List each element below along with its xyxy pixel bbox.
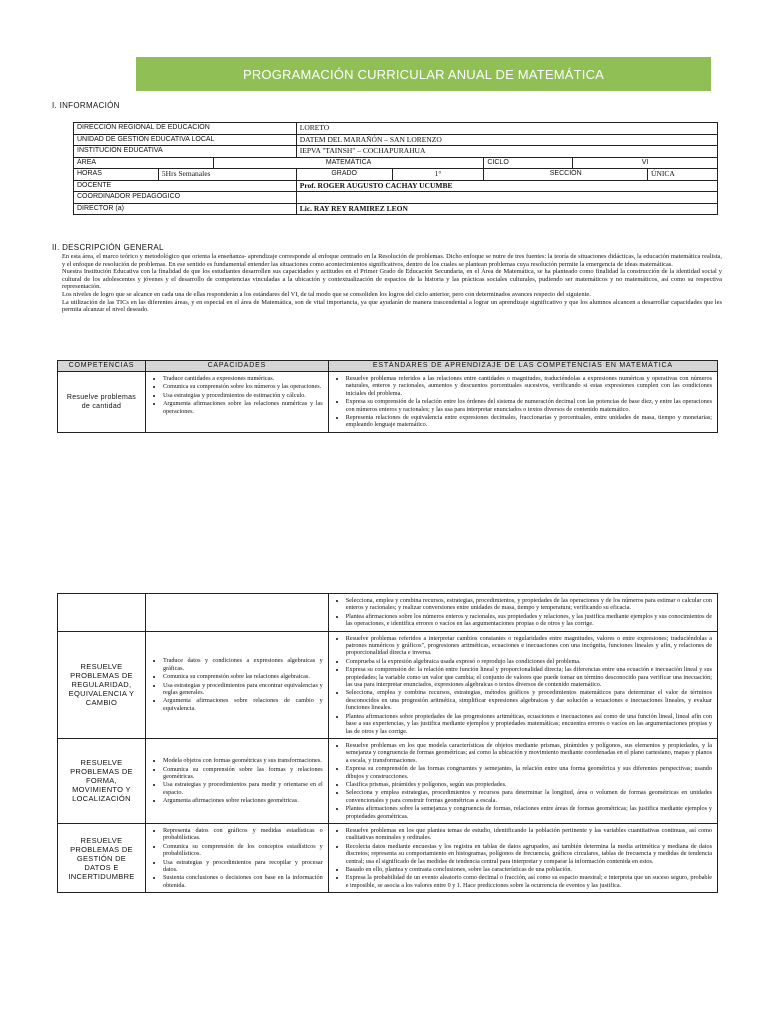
list-item: • Selecciona, emplea y combina recursos, estrategias, métodos gráficos y procedimientos matemáticos para determinar el valor de términos desconocidos en una progresión aritmética, simplificar expresiones algebraicas y dar solución a ecuaciones e inecuaciones lineales, y evaluar funciones lineales.: [346, 689, 712, 711]
list-item: • Resuelve problemas referidos a interpretar cambios constantes o regularidades entre magnitudes, valores o entre expresiones; traduciéndolas a patrones numéricos y gráficos", progresiones aritméticas, ecuaciones e inecuaciones con una incógnita, funciones lineales y afín, y relaciones de proporcionalidad directa e inversa.: [346, 635, 712, 657]
capacidades-cell: [145, 738, 328, 823]
table-row: [58, 823, 718, 892]
list-item: • Clasifica prismas, pirámides y polígonos, según sus propiedades.: [346, 781, 712, 788]
list-item: • Selecciona y emplea estrategias, procedimientos y recursos para determinar la longitud, área o volumen de formas geométricas en unidades convencionales y para construir formas geométricas a escala.: [346, 789, 712, 804]
section-informacion-title: I. INFORMACIÓN: [52, 101, 120, 110]
list-item: • Traduce cantidades a expresiones numéricas.: [163, 375, 323, 382]
estandares-cell: [328, 631, 717, 738]
info-row-docente: [74, 180, 718, 192]
dre-label: DIRECCIÓN REGIONAL DE EDUCACIÓN: [74, 123, 297, 135]
ugel-value: DATEM DEL MARAÑÓN – SAN LORENZO: [296, 134, 717, 146]
list-item: • Plantea afirmaciones sobre propiedades de las progresiones aritméticas, ecuaciones e inecuaciones así como de una función lineal, lineal afín con base a sus experiencias, y las justifica mediante ejemplos y propiedades matemáticas; encuentra errores o vacíos en las argumentaciones propias y las de otros y las corrige.: [346, 713, 712, 735]
capacidades-cell: [145, 372, 328, 433]
ciclo-value: VI: [573, 157, 718, 169]
ciclo-label: CICLO: [484, 157, 573, 169]
list-item: • Usa estrategias y procedimientos para encontrar equivalencias y reglas generales.: [163, 682, 323, 697]
estandares-cell: [328, 823, 717, 892]
info-row-area: [74, 157, 718, 169]
info-row-coordinador: [74, 192, 718, 204]
director-value: Lic. RAY REY RAMIREZ LEON: [296, 203, 717, 215]
section-descripcion-title: II. DESCRIPCIÓN GENERAL: [52, 243, 164, 252]
competencias-table-2: [57, 593, 718, 893]
capacidades-cell: [145, 823, 328, 892]
ie-value: IEPVA "TAINSH" – COCHAPURAHUA: [296, 146, 717, 158]
capacidades-cell: [145, 631, 328, 738]
grado-label: GRADO: [296, 169, 392, 181]
list-item: • Resuelve problemas referidos a las relaciones entre cantidades o magnitudes, traduciéndolas a expresiones numéricas y operativas con números naturales, enteros y racionales, aumentos y descuentos porcentuales sucesivos, verificando si estas expresiones cumplen con las condiciones iniciales del problema.: [346, 375, 712, 397]
info-row-ugel: [74, 134, 718, 146]
estandares-cell: [328, 594, 717, 632]
page-title: PROGRAMACIÓN CURRICULAR ANUAL DE MATEMÁTICA: [242, 66, 605, 82]
list-item: • Resuelve problemas en los que plantea temas de estudio, identificando la población pertinente y las variables cuantitativas continuas, así como cualitativas nominales y ordinales.: [346, 827, 712, 842]
table-row: [58, 594, 718, 632]
competencia-name: RESUELVE PROBLEMAS DE GESTIÓN DE DATOS E INCERTIDUMBRE: [58, 823, 146, 892]
area-value: MATEMÁTICA: [213, 157, 484, 169]
header-capacidades: CAPACIDADES: [145, 361, 328, 372]
list-item: • Argumenta afirmaciones sobre las relaciones numéricas y las operaciones.: [163, 400, 323, 415]
info-row-director: [74, 203, 718, 215]
seccion-label: SECCIÓN: [484, 169, 648, 181]
list-item: • Usa estrategias y procedimientos para medir y orientarse en el espacio.: [163, 781, 323, 796]
coordinador-value: [296, 192, 717, 204]
table-row: [58, 738, 718, 823]
info-row-dre: [74, 123, 718, 135]
list-item: • Argumenta afirmaciones sobre relaciones de cambio y equivalencia.: [163, 697, 323, 712]
ie-label: INSTITUCIÓN EDUCATIVA: [74, 146, 297, 158]
info-row-ie: [74, 146, 718, 158]
docente-label: DOCENTE: [74, 180, 297, 192]
info-table: [73, 122, 718, 215]
competencia-name: RESUELVE PROBLEMAS DE FORMA, MOVIMIENTO Y LOCALIZACIÓN: [58, 738, 146, 823]
competencias-table-1: [57, 360, 718, 433]
seccion-value: ÚNICA: [648, 169, 718, 181]
list-item: • Expresa su comprensión de las formas congruentes y semejantes, la relación entre una forma geométrica y sus diferentes perspectivas; usando dibujos y construcciones.: [346, 765, 712, 780]
description-paragraph: Los niveles de logro que se alcance en cada una de ellas responderán a los estándares del VI, de tal modo que se consoliden los logros del ciclo anterior, pero con determinados avances respecto del siguiente.: [62, 290, 591, 298]
header-competencias: COMPETENCIAS: [58, 361, 146, 372]
description-paragraph: Nuestra Institución Educativa con la finalidad de que los estudiantes desarrollen sus capacidades y actitudes en el Primer Grado de Educación Secundaria, en el Área de Matemática, se ha planteado como finalidad la construcción de la identidad social y cultural de los adolescentes y jóvenes y el desarrollo de competencias vinculadas a la ubicación y contextualización de espacios de la historia y las prácticas sociales culturales, pudiendo ser matemáticos y no matemáticos, así como su respectiva representación.: [62, 268, 722, 291]
competencia-name: Resuelve problemas de cantidad: [58, 372, 146, 433]
description-paragraph: La utilización de las TICs en las diferentes áreas, y en especial en el área de Matemática, son de vital importancia, ya que ayudarán de manera trascendental a lograr un aprendizaje significativo y que los alumnos alcancen a desarrollar capacidades que les permita alcanzar el nivel deseado.: [62, 298, 722, 314]
capacidades-cell: [145, 594, 328, 632]
page-title-banner: [136, 57, 711, 91]
horas-value: 5Hrs Semanales: [158, 169, 296, 181]
list-item: • Representa datos con gráficos y medidas estadísticas o probabilísticas.: [163, 827, 323, 842]
list-item: • Representa relaciones de equivalencia entre expresiones decimales, fraccionarias y porcentuales, entre unidades de masa, tiempo y monetarias; empleando lenguaje matemático.: [346, 414, 712, 429]
list-item: • Usa estrategias y procedimientos para recopilar y procesar datos.: [163, 859, 323, 874]
estandares-cell: [328, 738, 717, 823]
list-item: • Comunica su comprensión sobre las relaciones algebraicas.: [163, 673, 323, 680]
horas-label: HORAS: [74, 169, 159, 181]
list-item: • Comunica su comprensión sobre los números y las operaciones.: [163, 383, 323, 390]
description-text: [62, 253, 722, 314]
list-item: • Usa estrategias y procedimientos de estimación y cálculo.: [163, 392, 323, 399]
list-item: • Comunica su comprensión de los conceptos estadísticos y probabilísticos.: [163, 843, 323, 858]
grado-value: 1°: [392, 169, 484, 181]
header-estandares: ESTÁNDARES DE APRENDIZAJE DE LAS COMPETENCIAS EN MATEMÁTICA: [328, 361, 717, 372]
competencia-name: [58, 594, 146, 632]
competencias-header-row: [58, 361, 718, 372]
list-item: • Modela objetos con formas geométricas y sus transformaciones.: [163, 757, 323, 764]
director-label: DIRECTOR (a): [74, 203, 297, 215]
list-item: • Plantea afirmaciones sobre los números enteros y racionales, sus propiedades y relaciones, y las justifica mediante ejemplos y sus conocimientos de las operaciones, e identifica errores o vacíos en las argumentaciones propias o de otros y las corrige.: [346, 613, 712, 628]
list-item: • Basado en ello, plantea y contrasta conclusiones, sobre las características de una población.: [346, 866, 712, 873]
info-row-horas: [74, 169, 718, 181]
coordinador-label: COORDINADOR PEDAGÓGICO: [74, 192, 297, 204]
description-paragraph: En esta área, el marco teórico y metodológico que orienta la enseñanza- aprendizaje corresponde al enfoque centrado en la Resolución de problemas. Dicho enfoque se nutre de tres fuentes: la teoría de situaciones didácticas, la educación matemática realista, y el enfoque de resolución de problemas. En ese sentido es fundamental entender las situaciones como acontecimientos significativos, dentro de los cuales se plantean problemas cuya resolución permite la emergencia de ideas matemáticas.: [62, 253, 722, 268]
estandares-cell: [328, 372, 717, 433]
list-item: • Comunica su comprensión sobre las formas y relaciones geométricas.: [163, 766, 323, 781]
list-item: • Expresa la probabilidad de un evento aleatorio como decimal o fracción, así como su espacio muestral; e interpreta que un suceso seguro, probable e imposible, se asocia a los valores entre 0 y 1. Hace predicciones sobre la ocurrencia de eventos y las justifica.: [346, 874, 712, 889]
list-item: • Expresa su comprensión de la relación entre los órdenes del sistema de numeración decimal con las potencias de base diez, y entre las operaciones con números enteros y racionales; y las usa para interpretar enunciados o textos diversos de contenido matemático.: [346, 398, 712, 413]
list-item: • Resuelve problemas en los que modela características de objetos mediante prismas, pirámides y polígonos, sus elementos y propiedades, y la semejanza y congruencia de formas geométricas; así como la ubicación y movimiento mediante coordenadas en el plano cartesiano, mapas y planos a escala, y transformaciones.: [346, 742, 712, 764]
competencia-name: RESUELVE PROBLEMAS DE REGULARIDAD, EQUIVALENCIA Y CAMBIO: [58, 631, 146, 738]
list-item: • Plantea afirmaciones sobre la semejanza y congruencia de formas, relaciones entre áreas de formas geométricas; las justifica mediante ejemplos y propiedades geométricas.: [346, 805, 712, 820]
area-label: ÁREA: [74, 157, 214, 169]
list-item: • Comprueba si la expresión algebraica usada expresó o reprodujo las condiciones del problema.: [346, 658, 712, 665]
list-item: • Sustenta conclusiones o decisiones con base en la información obtenida.: [163, 874, 323, 889]
list-item: • Expresa su comprensión de: la relación entre función lineal y proporcionalidad directa; las diferencias entre una ecuación e inecuación lineal y sus propiedades; la variable como un valor que cambia; el conjunto de valores que puede tomar un término desconocido para verificar una inecuación; las usa para interpretar enunciados, expresiones algebraicas o textos diversos de contenido matemático.: [346, 666, 712, 688]
list-item: • Traduce datos y condiciones a expresiones algebraicas y gráficas.: [163, 657, 323, 672]
list-item: • Recolecta datos mediante encuestas y los registra en tablas de datos agrupados, así también determina la media aritmética y mediana de datos discretos; representa su comportamiento en histogramas, polígonos de frecuencia, gráficos circulares, tablas de frecuencia y medidas de tendencia central; usa el significado de las medidas de tendencia central para interpretar y comparar la información contenida en estos.: [346, 843, 712, 865]
table-row: [58, 631, 718, 738]
ugel-label: UNIDAD DE GESTIÓN EDUCATIVA LOCAL: [74, 134, 297, 146]
table-row: [58, 372, 718, 433]
dre-value: LORETO: [296, 123, 717, 135]
list-item: • Selecciona, emplea y combina recursos, estrategias, procedimientos, y propiedades de las operaciones y de los números para estimar o calcular con enteros y racionales; y realizar conversiones entre unidades de masa, tiempo y temperatura; verificando su eficacia.: [346, 597, 712, 612]
list-item: • Argumenta afirmaciones sobre relaciones geométricas.: [163, 797, 323, 804]
docente-value: Prof. ROGER AUGUSTO CACHAY UCUMBE: [296, 180, 717, 192]
